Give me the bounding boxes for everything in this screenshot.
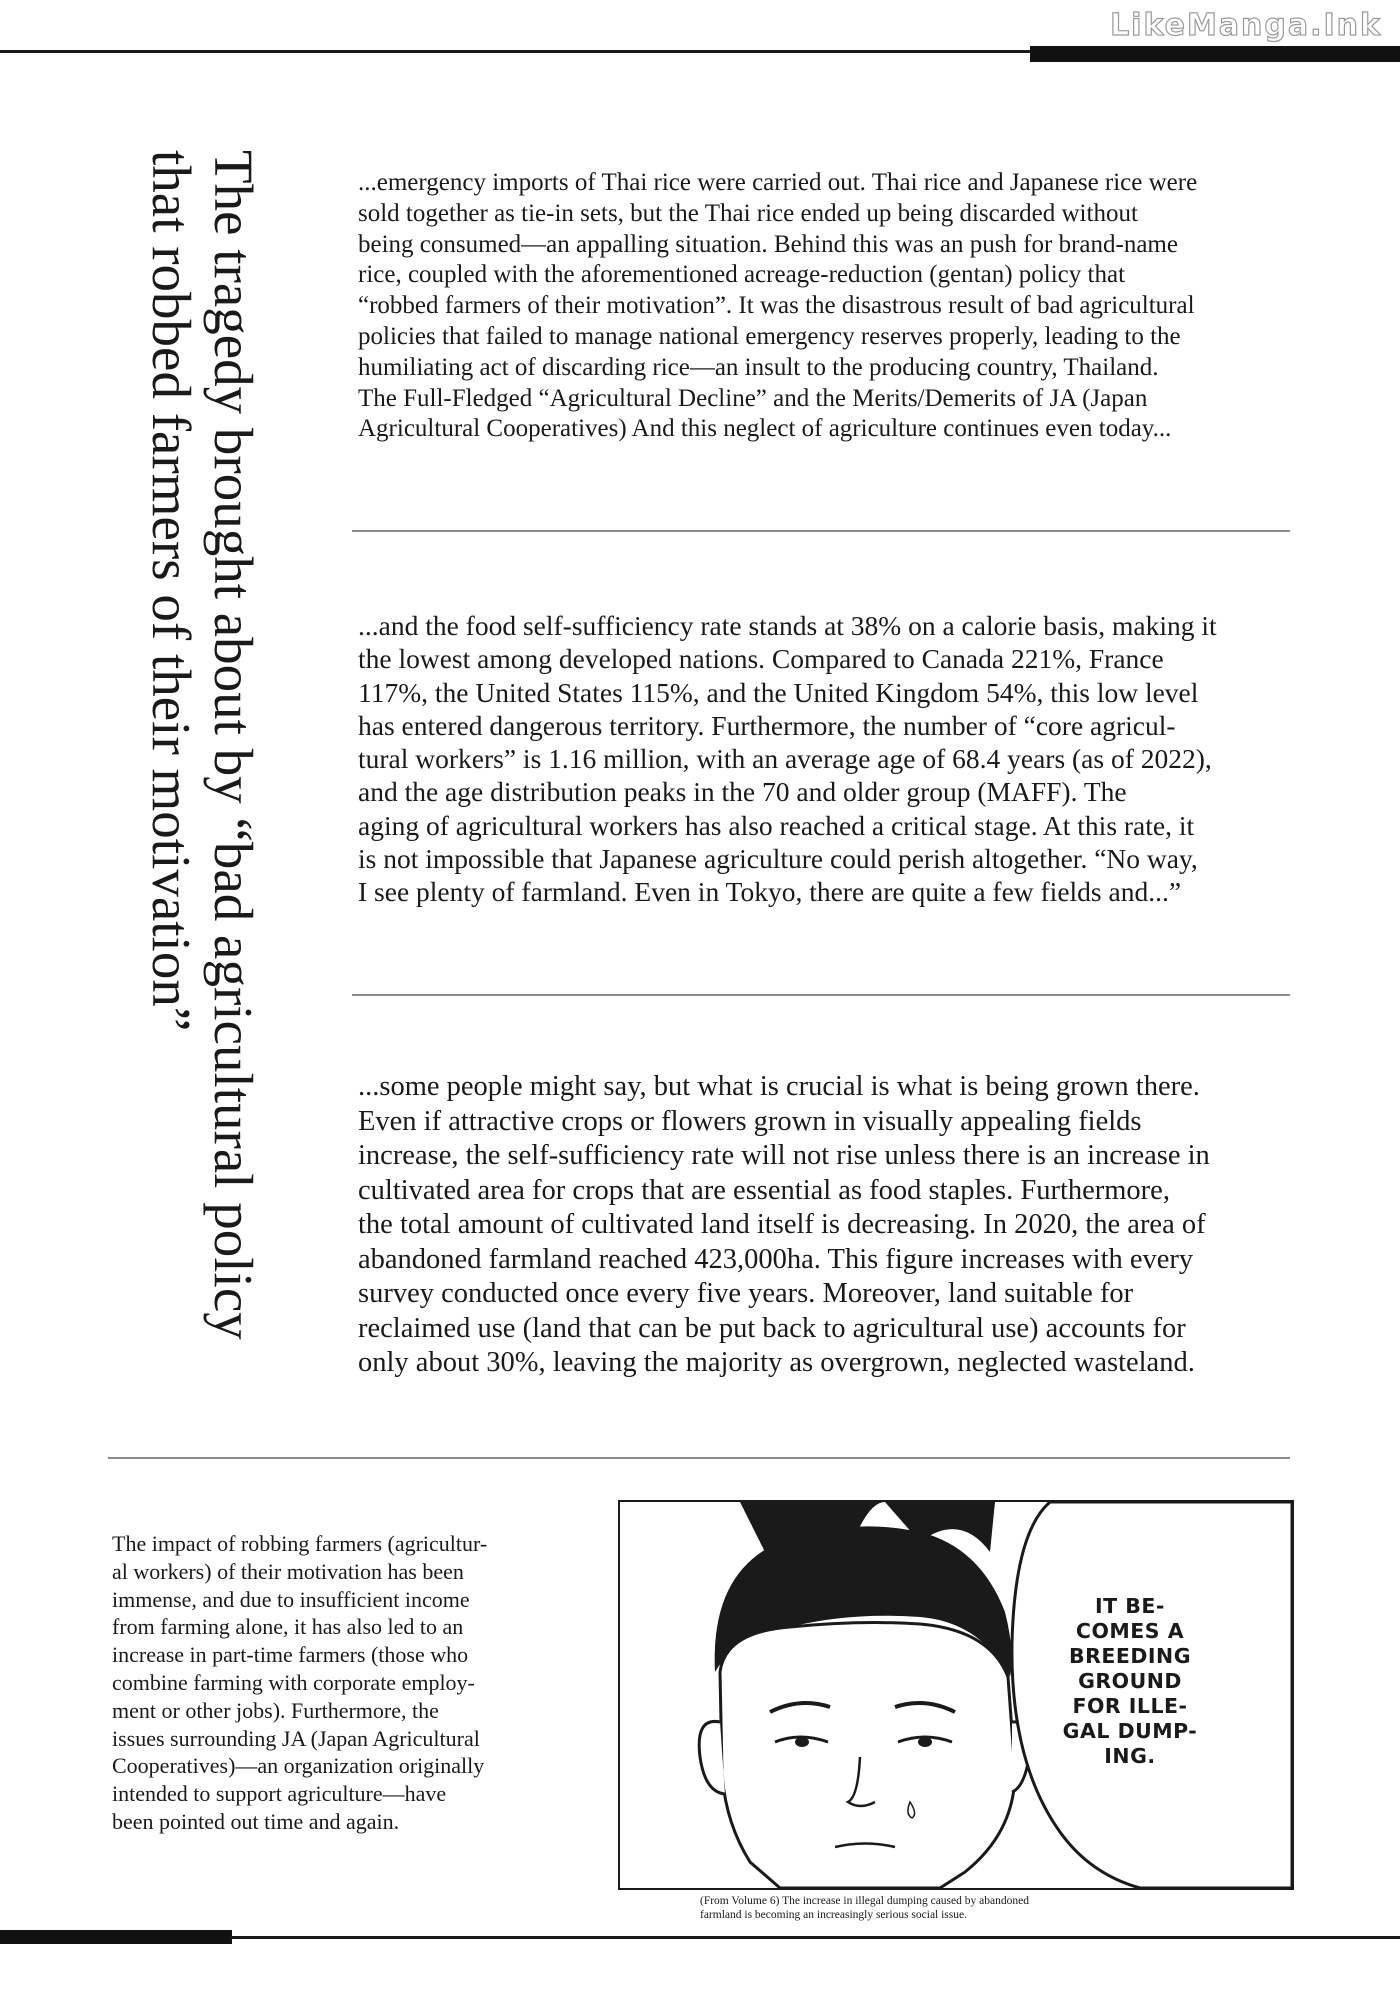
section-divider [352, 530, 1290, 532]
paragraph-3: ...some people might say, but what is crucial is what is being grown there. Even if attractive crops or flowers grown in visually appealing fields increase, the self-sufficiency rate will not rise unless there is an increase in cultivated area for crops that are essential as food staples. Furthermore, the total amount of cultivated land itself is decreasing. In 2020, the area of abandoned farmland reached 423,000ha. This figure increases with every survey conducted once every five years. Moreover, land suitable for reclaimed use (land that can be put back to agricultural use) accounts for only about 30%, leaving the majority as overgrown, neglected wasteland. [358, 1071, 1210, 1378]
paragraph-1: ...emergency imports of Thai rice were carried out. Thai rice and Japanese rice were sold together as tie-in sets, but the Thai rice ended up being discarded without being consumed—an appalling situation. Behind this was an push for brand-name rice, coupled with the aforementioned acreage-reduction (gentan) policy that “robbed farmers of their motivation”. It was the disastrous result of bad agricultural policies that failed to manage national emergency reserves properly, leading to the humiliating act of discarding rice—an insult to the producing country, Thailand. The Full-Fledged “Agricultural Decline” and the Merits/Demerits of JA (Japan Agricultural Cooperatives) And this neglect of agriculture continues even today... [358, 169, 1198, 443]
paragraph-2: ...and the food self-sufficiency rate stands at 38% on a calorie basis, making it the lowest among developed nations. Compared to Canada 221%, France 117%, the United States 115%, and the United Kingdom 54%, this low level has entered dangerous territory. Furthermore, the number of “core agricul- tural workers” is 1.16 million, with an average age of 68.4 years (as of 2022), and the age distribution peaks in the 70 and older group (MAFF). The aging of agricultural workers has also reached a critical stage. At this rate, it is not impossible that Japanese agriculture could perish altogether. “No way, I see plenty of farmland. Even in Tokyo, there are quite a few fields and...” [358, 610, 1217, 908]
bottom-rule [230, 1936, 1400, 1939]
sidebar-note: The impact of robbing farmers (agricultur- al workers) of their motivation has been immense, and due to insufficient income from farming alone, it has also led to an increase in part-time farmers (those who combine farming with corporate employ- ment or other jobs). Furthermore, the issues surrounding JA (Japan Agricultural Cooperatives)—an organization originally intended to support agriculture—have been pointed out time and again. [112, 1531, 488, 1834]
section-divider [108, 1457, 1290, 1459]
section-divider [352, 994, 1290, 996]
bottom-rule-bar [0, 1930, 232, 1944]
article-title: The tragedy brought about by “bad agricultural policy that robbed farmers of their motivation” [141, 150, 264, 1340]
manga-panel [618, 1500, 1294, 1890]
watermark: LikeManga.Ink [1110, 8, 1382, 43]
top-rule-bar [1030, 46, 1400, 62]
top-rule [0, 50, 1040, 53]
panel-caption: (From Volume 6) The increase in illegal dumping caused by abandoned farmland is becoming an increasingly serious social issue. [700, 1895, 1029, 1921]
speech-bubble-text: IT BE- COMES A BREEDING GROUND FOR ILLE- GAL DUMP- ING. [1062, 1594, 1198, 1768]
